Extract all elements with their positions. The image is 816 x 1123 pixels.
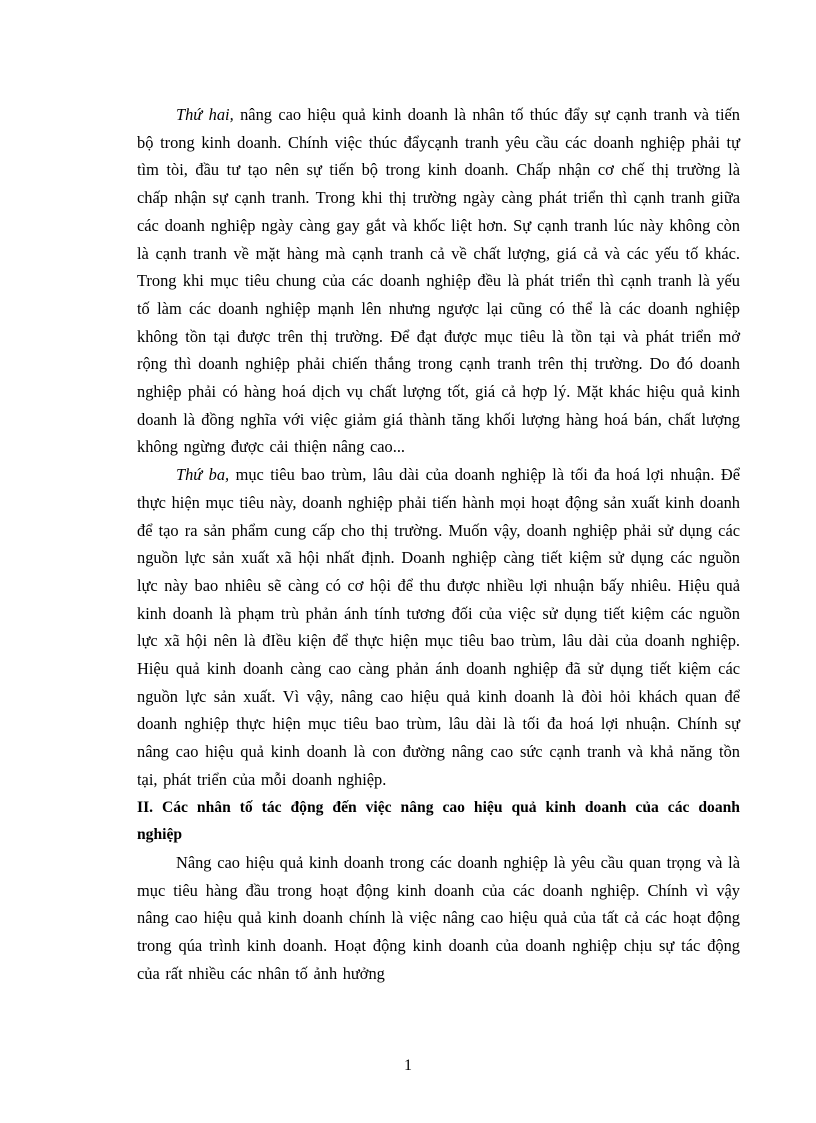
page-number: 1 [404,1057,412,1074]
paragraph-closing: Nâng cao hiệu quả kinh doanh trong các doanh nghiệp là yêu cầu quan trọng và là mục tiêu hàng đầu trong hoạt động kinh doanh của các doanh nghiệp. Chính vì vậy nâng cao hiệu quả kinh doanh chính là việc nâng cao hiệu quả của tất cả các hoạt động trong qúa trình kinh doanh. Hoạt động kinh doanh của doanh nghiệp chịu sự tác động của rất nhiều các nhân tố ảnh hưởng [137,852,740,983]
page-content [137,101,740,988]
paragraph-thu-hai [137,101,740,461]
section-heading: II. Các nhân tố tác động đến việc nâng cao hiệu quả kinh doanh của các doanh nghiệp [137,798,740,844]
paragraph-thu-ba-lead: Thứ ba, [176,465,230,485]
paragraph-thu-ba [137,461,740,793]
paragraph-thu-ba-text: mục tiêu bao trùm, lâu dài của doanh nghiệp là tối đa hoá lợi nhuận. Để thực hiện mục tiêu này, doanh nghiệp phải tiến hành mọi hoạt động sản xuất kinh doanh để tạo ra sản phẩm cung cấp cho thị trường. Muốn vậy, doanh nghiệp phải sử dụng các nguồn lực sản xuất xã hội nhất định. Doanh nghiệp càng tiết kiệm sử dụng các nguồn lực này bao nhiêu sẽ càng có cơ hội để thu được nhiều lợi nhuận bấy nhiêu. Hiệu quả kinh doanh là phạm trù phản ánh tính tương đối của việc sử dụng tiết kiệm các nguồn lực xã hội nên là đIều kiện để thực hiện mục tiêu bao trùm, lâu dài của doanh nghiệp. Hiệu quả kinh doanh càng cao càng phản ánh doanh nghiệp đã sử dụng tiết kiệm các nguồn lực sản xuất. Vì vậy, nâng cao hiệu quả kinh doanh là đòi hỏi khách quan để doanh nghiệp thực hiện mục tiêu bao trùm, lâu dài là tối đa hoá lợi nhuận. Chính sự nâng cao hiệu quả kinh doanh là con đường nâng cao sức cạnh tranh và khả năng tồn tại, phát triển của mỗi doanh nghiệp. [137,465,740,789]
paragraph-thu-hai-lead: Thứ hai, [176,105,234,124]
paragraph-thu-hai-text: nâng cao hiệu quả kinh doanh là nhân tố thúc đẩy sự cạnh tranh và tiến bộ trong kinh doanh. Chính việc thúc đẩycạnh tranh yêu cầu các doanh nghiệp phải tự tìm tòi, đầu tư tạo nên sự tiến bộ trong kinh doanh. Chấp nhận cơ chế thị trường là chấp nhận sự cạnh tranh. Trong khi thị trường ngày càng phát triển thì cạnh tranh giữa các doanh nghiệp ngày càng gay gắt và khốc liệt hơn. Sự cạnh tranh lúc này không còn là cạnh tranh về mặt hàng mà cạnh tranh cả về chất lượng, giá cả và các yếu tố khác. Trong khi mục tiêu chung của các doanh nghiệp đều là phát triển thì cạnh tranh là yếu tố làm các doanh nghiệp mạnh lên nhưng ngược lại cũng có thể là các doanh nghiệp không tồn tại được trên thị trường. Để đạt được mục tiêu là tồn tại và phát triển mở rộng thì doanh nghiệp phải chiến thắng trong cạnh tranh trên thị trường. Do đó doanh nghiệp phải có hàng hoá dịch vụ chất lượng tốt, giá cả hợp lý. Mặt khác hiệu quả kinh doanh là đồng nghĩa với việc giảm giá thành tăng khối lượng hàng hoá bán, chất lượng không ngừng được cải thiện nâng cao... [137,105,740,457]
page-footer [0,1056,816,1076]
